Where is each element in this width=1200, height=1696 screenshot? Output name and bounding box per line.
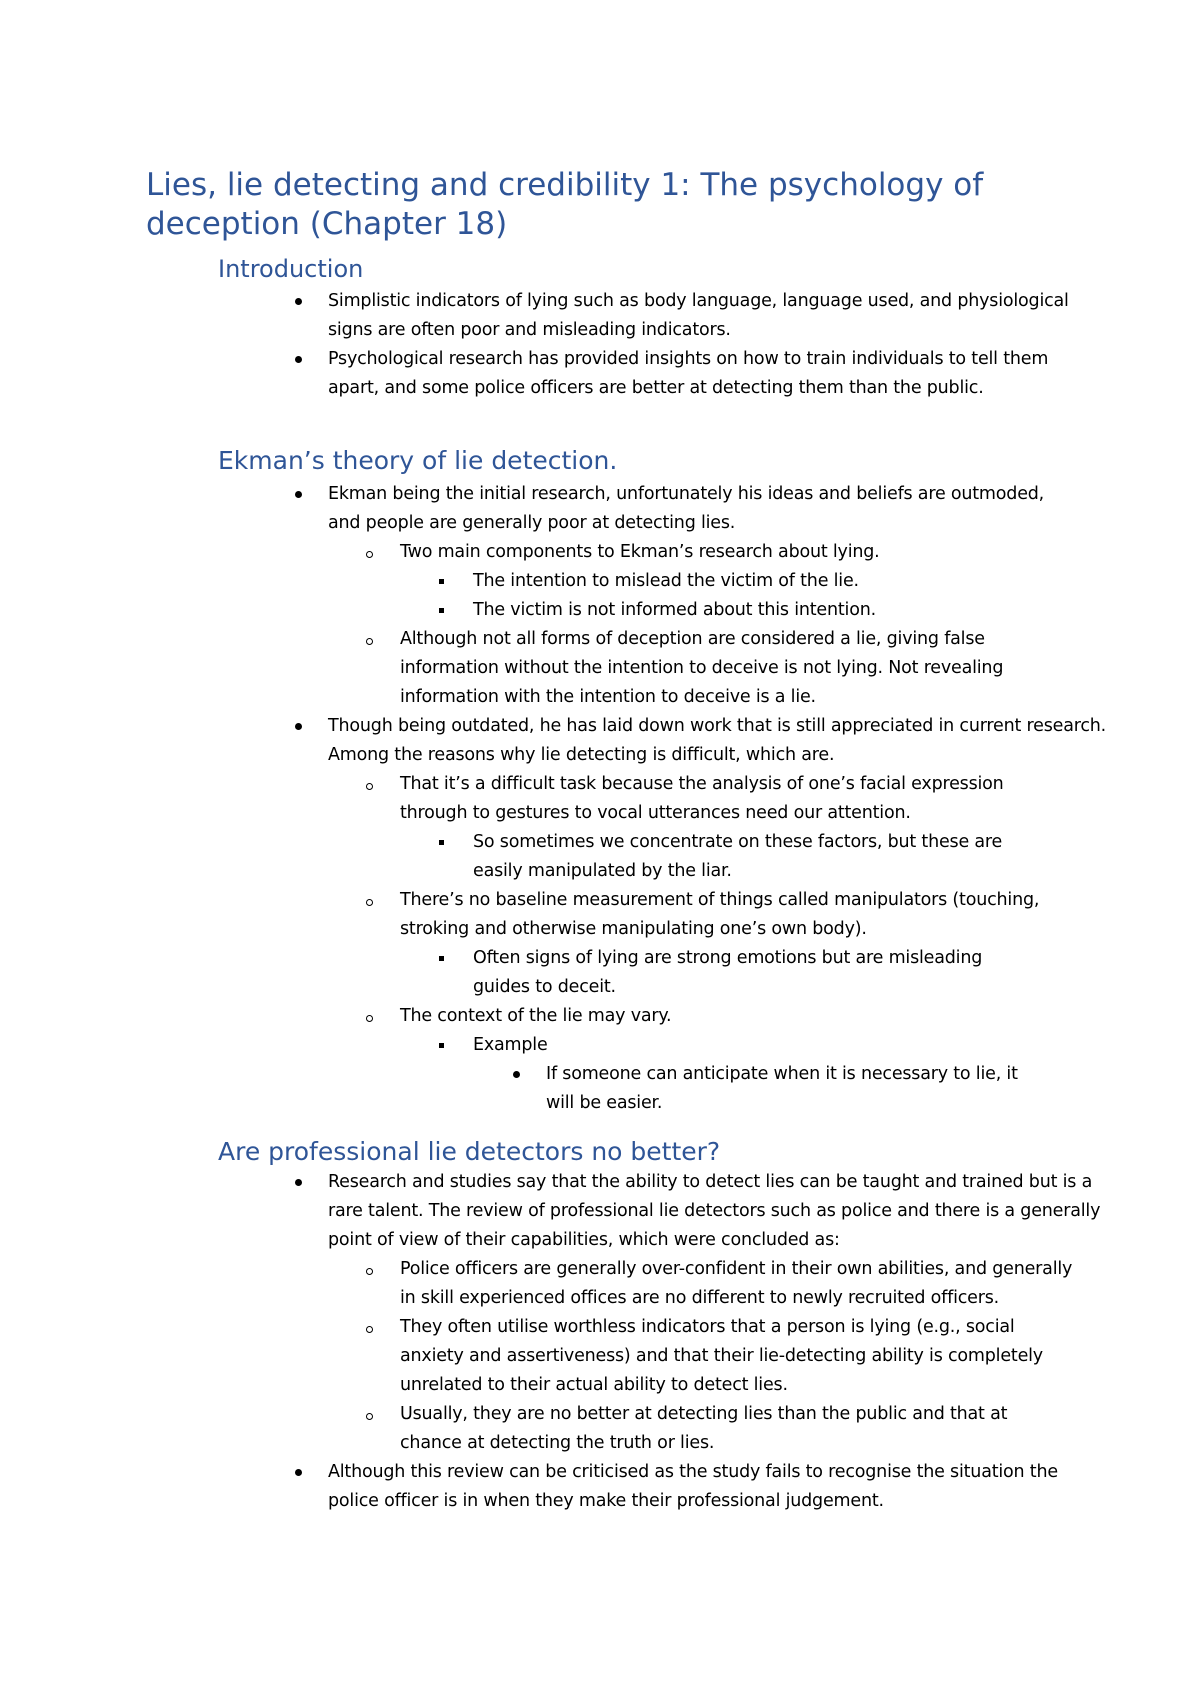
bullet-icon: [288, 287, 308, 316]
section-ekman-theory: [218, 445, 1106, 1118]
list-item: There’s no baseline measurement of things called manipulators (touching, stroking and otherwise manipulating one’s own body).: [400, 886, 1040, 944]
list-item: Psychological research has provided insights on how to train individuals to tell them apart, and some police officers are better at detecting them than the public.: [328, 345, 1098, 403]
list-item: Police officers are generally over-confident in their own abilities, and generally in skill experienced offices are no different to newly recruited officers.: [400, 1255, 1080, 1313]
list-item: Simplistic indicators of lying such as body language, language used, and physiological signs are often poor and misleading indicators.: [328, 287, 1098, 345]
section-heading-ekman: Ekman’s theory of lie detection.: [218, 446, 618, 475]
list-item: If someone can anticipate when it is necessary to lie, it will be easier.: [546, 1060, 1046, 1118]
bullet-icon: [288, 712, 308, 741]
list-item: The intention to mislead the victim of the lie.: [473, 567, 1113, 596]
list-item: Example: [473, 1031, 1033, 1060]
bullet-icon: [506, 1060, 526, 1089]
list-item: Though being outdated, he has laid down work that is still appreciated in current research. Among the reasons why lie detecting is difficult, which are.: [328, 712, 1108, 770]
list-item: Although this review can be criticised as the study fails to recognise the situation the police officer is in when they make their professional judgement.: [328, 1458, 1108, 1516]
bullet-icon: [288, 1458, 308, 1487]
section-professional-lie-detectors: [218, 1136, 1101, 1516]
circle-bullet-icon: [359, 1313, 379, 1342]
bullet-icon: [288, 1168, 308, 1197]
circle-bullet-icon: [359, 538, 379, 567]
bullet-icon: [288, 345, 308, 374]
document-title: Lies, lie detecting and credibility 1: The psychology of deception (Chapter 18): [146, 167, 984, 242]
square-bullet-icon: [431, 828, 451, 857]
list-item: The context of the lie may vary.: [400, 1002, 1040, 1031]
square-bullet-icon: [431, 596, 451, 625]
list-item: They often utilise worthless indicators that a person is lying (e.g., social anxiety and assertiveness) and that their lie-detecting ability is completely unrelated to their actual ability to detect lies.: [400, 1313, 1080, 1400]
ekman-list: [218, 480, 1106, 1118]
square-bullet-icon: [431, 567, 451, 596]
list-item: The victim is not informed about this intention.: [473, 596, 1113, 625]
list-item: So sometimes we concentrate on these factors, but these are easily manipulated by the liar.: [473, 828, 1053, 886]
list-item: Two main components to Ekman’s research about lying.: [400, 538, 1100, 567]
section-heading-professional: Are professional lie detectors no better?: [218, 1137, 721, 1166]
professional-list: [218, 1168, 1101, 1516]
circle-bullet-icon: [359, 625, 379, 654]
square-bullet-icon: [431, 944, 451, 973]
circle-bullet-icon: [359, 1002, 379, 1031]
list-item: Ekman being the initial research, unfortunately his ideas and beliefs are outmoded, and people are generally poor at detecting lies.: [328, 480, 1078, 538]
list-item: Research and studies say that the ability to detect lies can be taught and trained but is a rare talent. The review of professional lie detectors such as police and there is a generally point of view of their capabilities, which were concluded as:: [328, 1168, 1108, 1255]
list-item: Usually, they are no better at detecting lies than the public and that at chance at detecting the truth or lies.: [400, 1400, 1060, 1458]
list-item: Often signs of lying are strong emotions but are misleading guides to deceit.: [473, 944, 1033, 1002]
square-bullet-icon: [431, 1031, 451, 1060]
introduction-list: [218, 287, 1098, 403]
circle-bullet-icon: [359, 1400, 379, 1429]
circle-bullet-icon: [359, 770, 379, 799]
list-item: That it’s a difficult task because the analysis of one’s facial expression through to gestures to vocal utterances need our attention.: [400, 770, 1070, 828]
section-heading-introduction: Introduction: [218, 255, 364, 283]
list-item: Although not all forms of deception are considered a lie, giving false information without the intention to deceive is not lying. Not revealing information with the intention to deceive is a lie.: [400, 625, 1070, 712]
circle-bullet-icon: [359, 1255, 379, 1284]
section-introduction: [218, 254, 1098, 403]
bullet-icon: [288, 480, 308, 509]
circle-bullet-icon: [359, 886, 379, 915]
